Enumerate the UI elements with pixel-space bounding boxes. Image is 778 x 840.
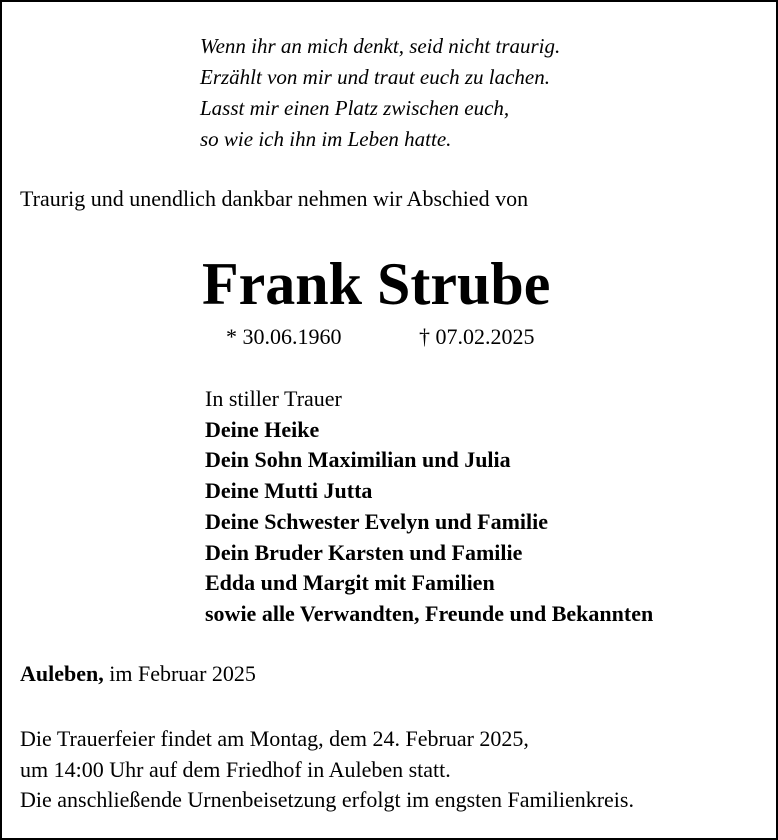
mourners-intro: In stiller Trauer bbox=[205, 386, 342, 411]
deceased-name: Frank Strube bbox=[202, 251, 551, 317]
place-month: im Februar 2025 bbox=[103, 661, 256, 686]
place-date bbox=[20, 660, 256, 688]
service-line: Die Trauerfeier findet am Montag, dem 24. Februar 2025, bbox=[20, 726, 529, 751]
mourner: Edda und Margit mit Familien bbox=[205, 570, 495, 596]
mourner: Deine Heike bbox=[205, 416, 320, 442]
death-date: † 07.02.2025 bbox=[419, 324, 535, 349]
poem-line: so wie ich ihn im Leben hatte. bbox=[200, 127, 452, 151]
mourner: Deine Schwester Evelyn und Familie bbox=[205, 508, 549, 534]
service-line: um 14:00 Uhr auf dem Friedhof in Auleben statt. bbox=[20, 756, 451, 782]
poem bbox=[200, 31, 560, 155]
farewell-intro: Traurig und unendlich dankbar nehmen wir Abschied von bbox=[20, 186, 529, 211]
poem-line: Lasst mir einen Platz zwischen euch, bbox=[200, 96, 510, 120]
mourner: Deine Mutti Jutta bbox=[205, 478, 373, 504]
mourners-list bbox=[205, 384, 653, 630]
poem-line: Wenn ihr an mich denkt, seid nicht traurig. bbox=[200, 34, 561, 58]
birth-date: * 30.06.1960 bbox=[226, 324, 342, 349]
poem-line: Erzählt von mir und traut euch zu lachen. bbox=[200, 65, 550, 89]
service-line: Die anschließende Urnenbeisetzung erfolgt im engsten Familienkreis. bbox=[20, 787, 634, 812]
place-town: Auleben, bbox=[20, 661, 104, 686]
mourner: sowie alle Verwandten, Freunde und Bekannten bbox=[205, 600, 654, 626]
mourner: Dein Sohn Maximilian und Julia bbox=[205, 447, 511, 473]
service-info bbox=[20, 724, 634, 816]
mourner: Dein Bruder Karsten und Familie bbox=[205, 539, 523, 565]
